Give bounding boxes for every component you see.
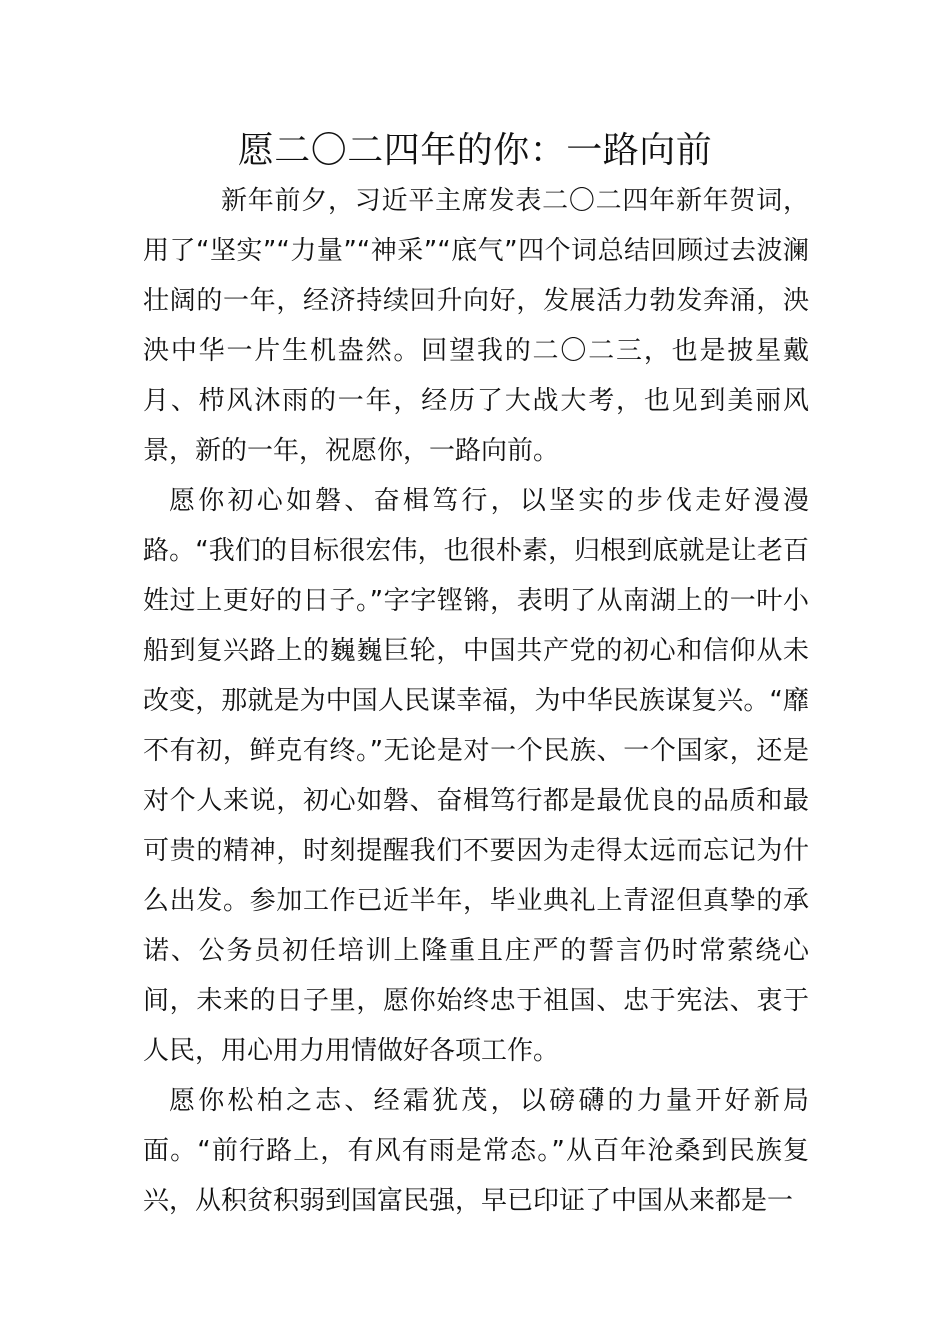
document-title: 愿二〇二四年的你：一路向前 [237, 130, 713, 171]
document-body [143, 176, 809, 1226]
paragraph-pine-cypress: 愿你松柏之志、经霜犹茂，以磅礴的力量开好新局面。“前行路上，有风有雨是常态。”从百年沧桑到民族复兴，从积贫积弱到国富民强，早已印证了中国从来都是一 [143, 1086, 809, 1216]
paragraph-new-year-address: 新年前夕，习近平主席发表二〇二四年新年贺词，用了“坚实”“力量”“神采”“底气”四个词总结回顾过去波澜壮阔的一年，经济持续回升向好，发展活力勃发奔涌，泱泱中华一片生机盎然。回望我的二〇二三，也是披星戴月、栉风沐雨的一年，经历了大战大考，也见到美丽风景，新的一年，祝愿你，一路向前。 [143, 186, 809, 466]
paragraph-original-aspiration: 愿你初心如磐、奋楫笃行，以坚实的步伐走好漫漫路。“我们的目标很宏伟，也很朴素，归根到底就是让老百姓过上更好的日子。”字字铿锵，表明了从南湖上的一叶小船到复兴路上的巍巍巨轮，中国共产党的初心和信仰从未改变，那就是为中国人民谋幸福，为中华民族谋复兴。“靡不有初，鲜克有终。”无论是对一个民族、一个国家，还是对个人来说，初心如磐、奋楫笃行都是最优良的品质和最可贵的精神，时刻提醒我们不要因为走得太远而忘记为什么出发。参加工作已近半年，毕业典礼上青涩但真挚的承诺、公务员初任培训上隆重且庄严的誓言仍时常萦绕心间，未来的日子里，愿你始终忠于祖国、忠于宪法、衷于人民，用心用力用情做好各项工作。 [143, 486, 809, 1066]
